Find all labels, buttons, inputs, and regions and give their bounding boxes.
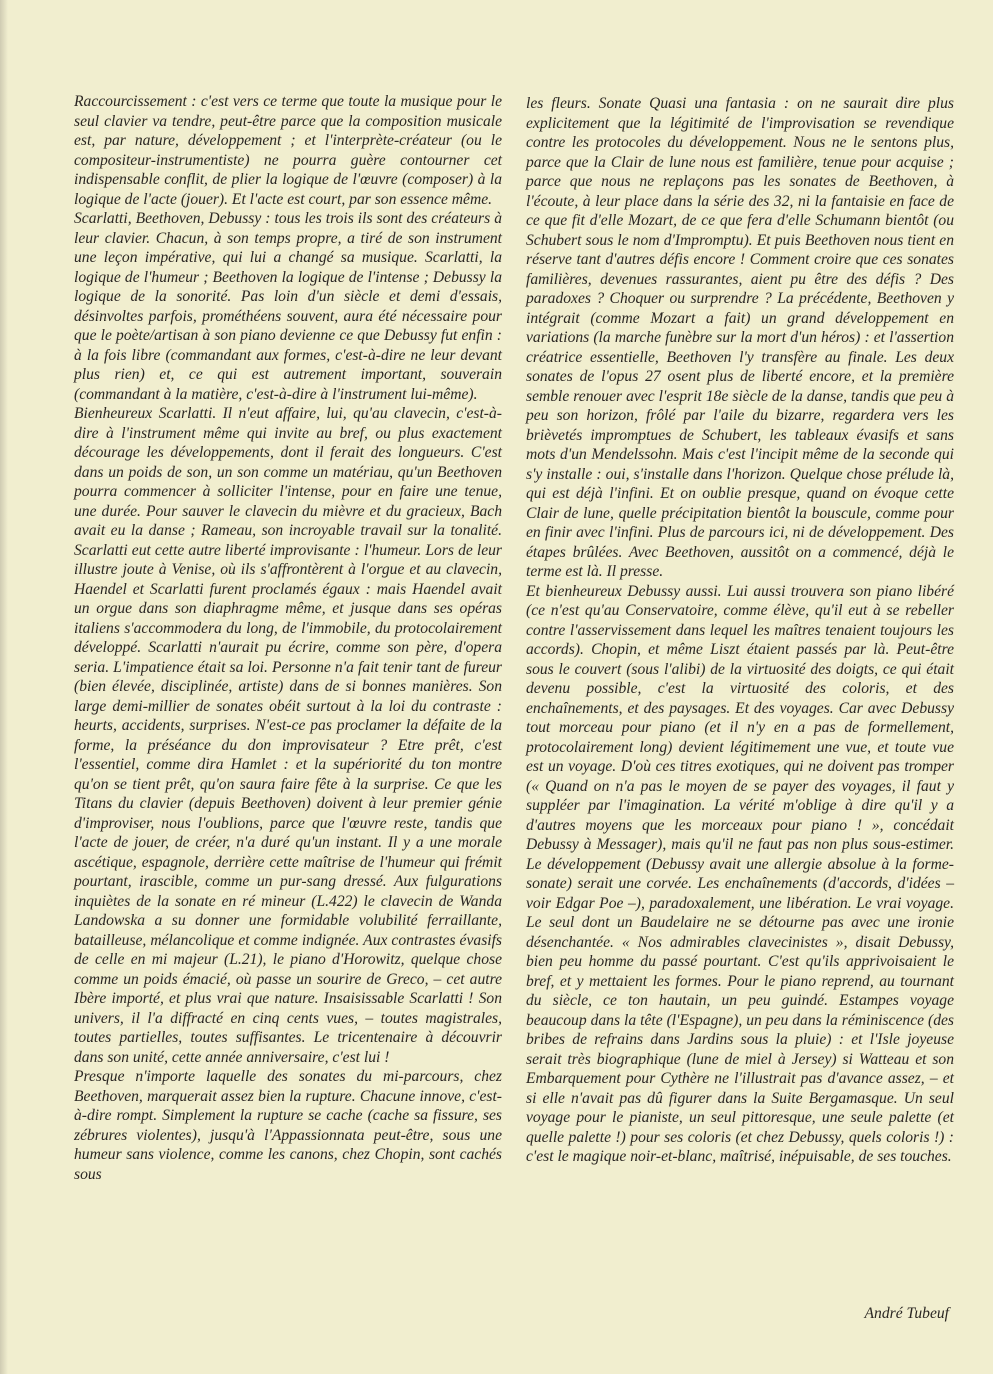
paragraph: Et bienheureux Debussy aussi. Lui aussi trouvera son piano libéré (ce n'est qu'au Conservatoire, comme élève, qu'il eut à se rebeller contre l'asservissement dans lequel les maîtres tenaient toujours les accords). Chopin, et même Liszt étaient passés par là. Peut-être sous le couvert (sous l'alibi) de la virtuosité des doigts, ce qui était devenu possible, c'est la virtuosité des coloris, et des enchaînements, et des paysages. Et des voyages. Car avec Debussy tout morceau pour piano (et il n'y en a pas de formellement, protocolairement long) devient légitimement une vue, et toute vue est un voyage. D'où ces titres exotiques, qui ne doivent pas tromper (« Quand on n'a pas le moyen de se payer des voyages, il faut y suppléer par l'imagination. La vérité m'oblige à dire qu'il y a d'autres moyens que les morceaux pour piano ! », concédait Debussy à Messager), mais qu'il ne faut pas non plus sous-estimer. Le développement (Debussy avait une allergie absolue à la forme-sonate) serait une corvée. Les enchaînements (d'accords, d'idées – voir Edgar Poe –), paradoxalement, une libération. Le vrai voyage. Le seul dont un Baudelaire ne se détourne pas avec une ironie désenchantée. « Nos admirables clavecinistes », disait Debussy, bien peu homme du passé pourtant. C'est qu'ils apprivoisaient le bref, et y mettaient les formes. Pour le piano reprend, au tournant du siècle, ce ton hautain, un peu guindé. Estampes voyage beaucoup dans la tête (l'Espagne), un peu dans la réminiscence (des bribes de refrains dans Jardins sous la pluie) : et l'Isle joyeuse serait très biographique (lune de miel à Jersey) si Watteau et son Embarquement pour Cythère ne l'illustrait pas d'avance assez, – et si elle n'avait pas dû figurer dans la Suite Bergamasque. Un seul voyage pour le pianiste, un seul pittoresque, une seule palette (et quelle palette !) pour ses coloris (et chez Debussy, quels coloris !) : c'est le magique noir-et-blanc, maîtrisé, inépuisable, de ses touches. (526, 582, 954, 1165)
paragraph: Raccourcissement : c'est vers ce terme que toute la musique pour le seul clavier va tendre, peut-être parce que la composition musicale est, par nature, développement ; et l'interprète-créateur (ou le compositeur-instrumentiste) ne pourra guère contourner cet indispensable conflit, de plier la logique de l'œuvre (composer) à la logique de l'acte (jouer). Et l'acte est court, par son essence même. (74, 93, 502, 208)
right-column (526, 94, 954, 1167)
page-edge-shadow (0, 0, 8, 1374)
author-signature: André Tubeuf (864, 1305, 949, 1322)
paragraph: les fleurs. Sonate Quasi una fantasia : on ne saurait dire plus explicitement que la légitimité de l'improvisation se revendique contre les protocoles du développement. Nous ne le sentons plus, parce que la Clair de lune nous est familière, tenue pour acquise ; parce que nous ne replaçons pas les sonates de Beethoven, à l'écoute, à leur place dans la série des 32, ni la fantaisie en face de ce que fit d'elle Mozart, de ce que fera d'elle Schumann bientôt (ou Schubert sous le nom d'Impromptu). Et puis Beethoven nous tient en réserve tant d'autres défis encore ! Comment croire que ces sonates familières, devenues rassurantes, aient pu être des défis ? Des paradoxes ? Choquer ou surprendre ? La précédente, Beethoven y intégrait (comme Mozart a fait) un grand développement en variations (la marche funèbre sur la mort d'un héros) : et l'assertion créatrice essentielle, Beethoven l'y transfère au finale. Les deux sonates de l'opus 27 osent plus de liberté encore, et la première semble renouer avec l'esprit 18e siècle de la danse, tandis que peu à peu son horizon, frôlé par l'aile du bizarre, regardera vers les brièvetés impromptues de Schubert, les tableaux évasifs et sans mots d'un Mendelssohn. Mais c'est l'incipit même de la seconde qui s'y installe : oui, s'installe dans l'horizon. Quelque chose prélude là, qui est déjà l'infini. Et on oublie presque, quand on évoque cette Clair de lune, quelle précipitation bientôt la bouscule, comme pour en finir avec l'infini. Plus de parcours ici, ni de développement. Des étapes brûlées. Avec Beethoven, aussitôt on a commencé, déjà le terme est là. Il presse. (526, 95, 954, 580)
paragraph: Bienheureux Scarlatti. Il n'eut affaire, lui, qu'au clavecin, c'est-à-dire à l'instrument même qui invite au bref, ou plus exactement décourage les développements, dont il ferait des longueurs. C'est dans un poids de son, un son comme un matériau, qu'un Beethoven pourra commencer à solliciter l'intense, pour en faire une tenue, une durée. Pour sauver le clavecin du mièvre et du gracieux, Bach avait eu la danse ; Rameau, son incroyable travail sur la tonalité. Scarlatti eut cette autre liberté improvisante : l'humeur. Lors de leur illustre joute à Venise, où ils s'affrontèrent à l'orgue et au clavecin, Haendel et Scarlatti furent proclamés égaux : mais Haendel avait un orgue dans son diaphragme même, et jusque dans ses opéras italiens s'accommodera du long, de l'immobile, du protocolairement développé. Scarlatti n'aurait pu écrire, comme son père, d'opera seria. L'impatience était sa loi. Personne n'a fait tenir tant de fureur (bien élevée, disciplinée, artiste) dans de si bonnes manières. Son large demi-millier de sonates obéit surtout à la loi du contraste : heurts, accidents, surprises. N'est-ce pas proclamer la défaite de la forme, la préséance du don improvisateur ? Etre prêt, c'est l'essentiel, comme dira Hamlet : et la supériorité du ton montre qu'on se tient prêt, qu'on saura faire fête à la surprise. Ce que les Titans du clavier (depuis Beethoven) doivent à leur premier génie d'improviser, nous l'oublions, parce que l'œuvre reste, tandis que l'acte de jouer, de créer, n'a duré qu'un instant. Il y a une morale ascétique, espagnole, derrière cette maîtrise de l'humeur qui frémit pourtant, irascible, comme un pur-sang dressé. Aux fulgurations inquiètes de la sonate en ré mineur (L.422) le clavecin de Wanda Landowska a su donner une formidable volubilité ferraillante, batailleuse, mélancolique et comme indignée. Aux contrastes évasifs de celle en mi majeur (L.21), le piano d'Horowitz, quelque chose comme un poids émacié, où passe un sourire de Greco, – cet autre Ibère importé, et plus vrai que nature. Insaisissable Scarlatti ! Son univers, il l'a diffracté en cinq cents vues, – toutes magistrales, toutes partielles, toutes suffisantes. Le tricentenaire à découvrir dans son unité, cette année anniversaire, c'est lui ! (74, 405, 502, 1066)
paragraph: Presque n'importe laquelle des sonates du mi-parcours, chez Beethoven, marquerait assez bien la rupture. Chacune innove, c'est-à-dire rompt. Simplement la rupture se cache (cache sa fissure, ses zébrures violentes), jusqu'à l'Appassionnata peut-être, sous une humeur sans violence, comme les canons, chez Chopin, sont cachés sous (74, 1068, 502, 1183)
left-column (74, 92, 502, 1184)
paragraph: Scarlatti, Beethoven, Debussy : tous les trois ils sont des créateurs à leur clavier. Chacun, à son temps propre, a tiré de son instrument une leçon impérative, qui lui a changé sa musique. Scarlatti, la logique de l'humeur ; Beethoven la logique de l'intense ; Debussy la logique de la sonorité. Pas loin d'un siècle et demi d'essais, désinvoltes parfois, prométhéens souvent, aura été nécessaire pour que le poète/artisan à son piano devienne ce que Debussy fut enfin : à la fois libre (commandant aux formes, c'est-à-dire ne leur devant plus rien) et, ce qui est autrement important, souverain (commandant à la matière, c'est-à-dire à l'instrument lui-même). (74, 210, 502, 403)
